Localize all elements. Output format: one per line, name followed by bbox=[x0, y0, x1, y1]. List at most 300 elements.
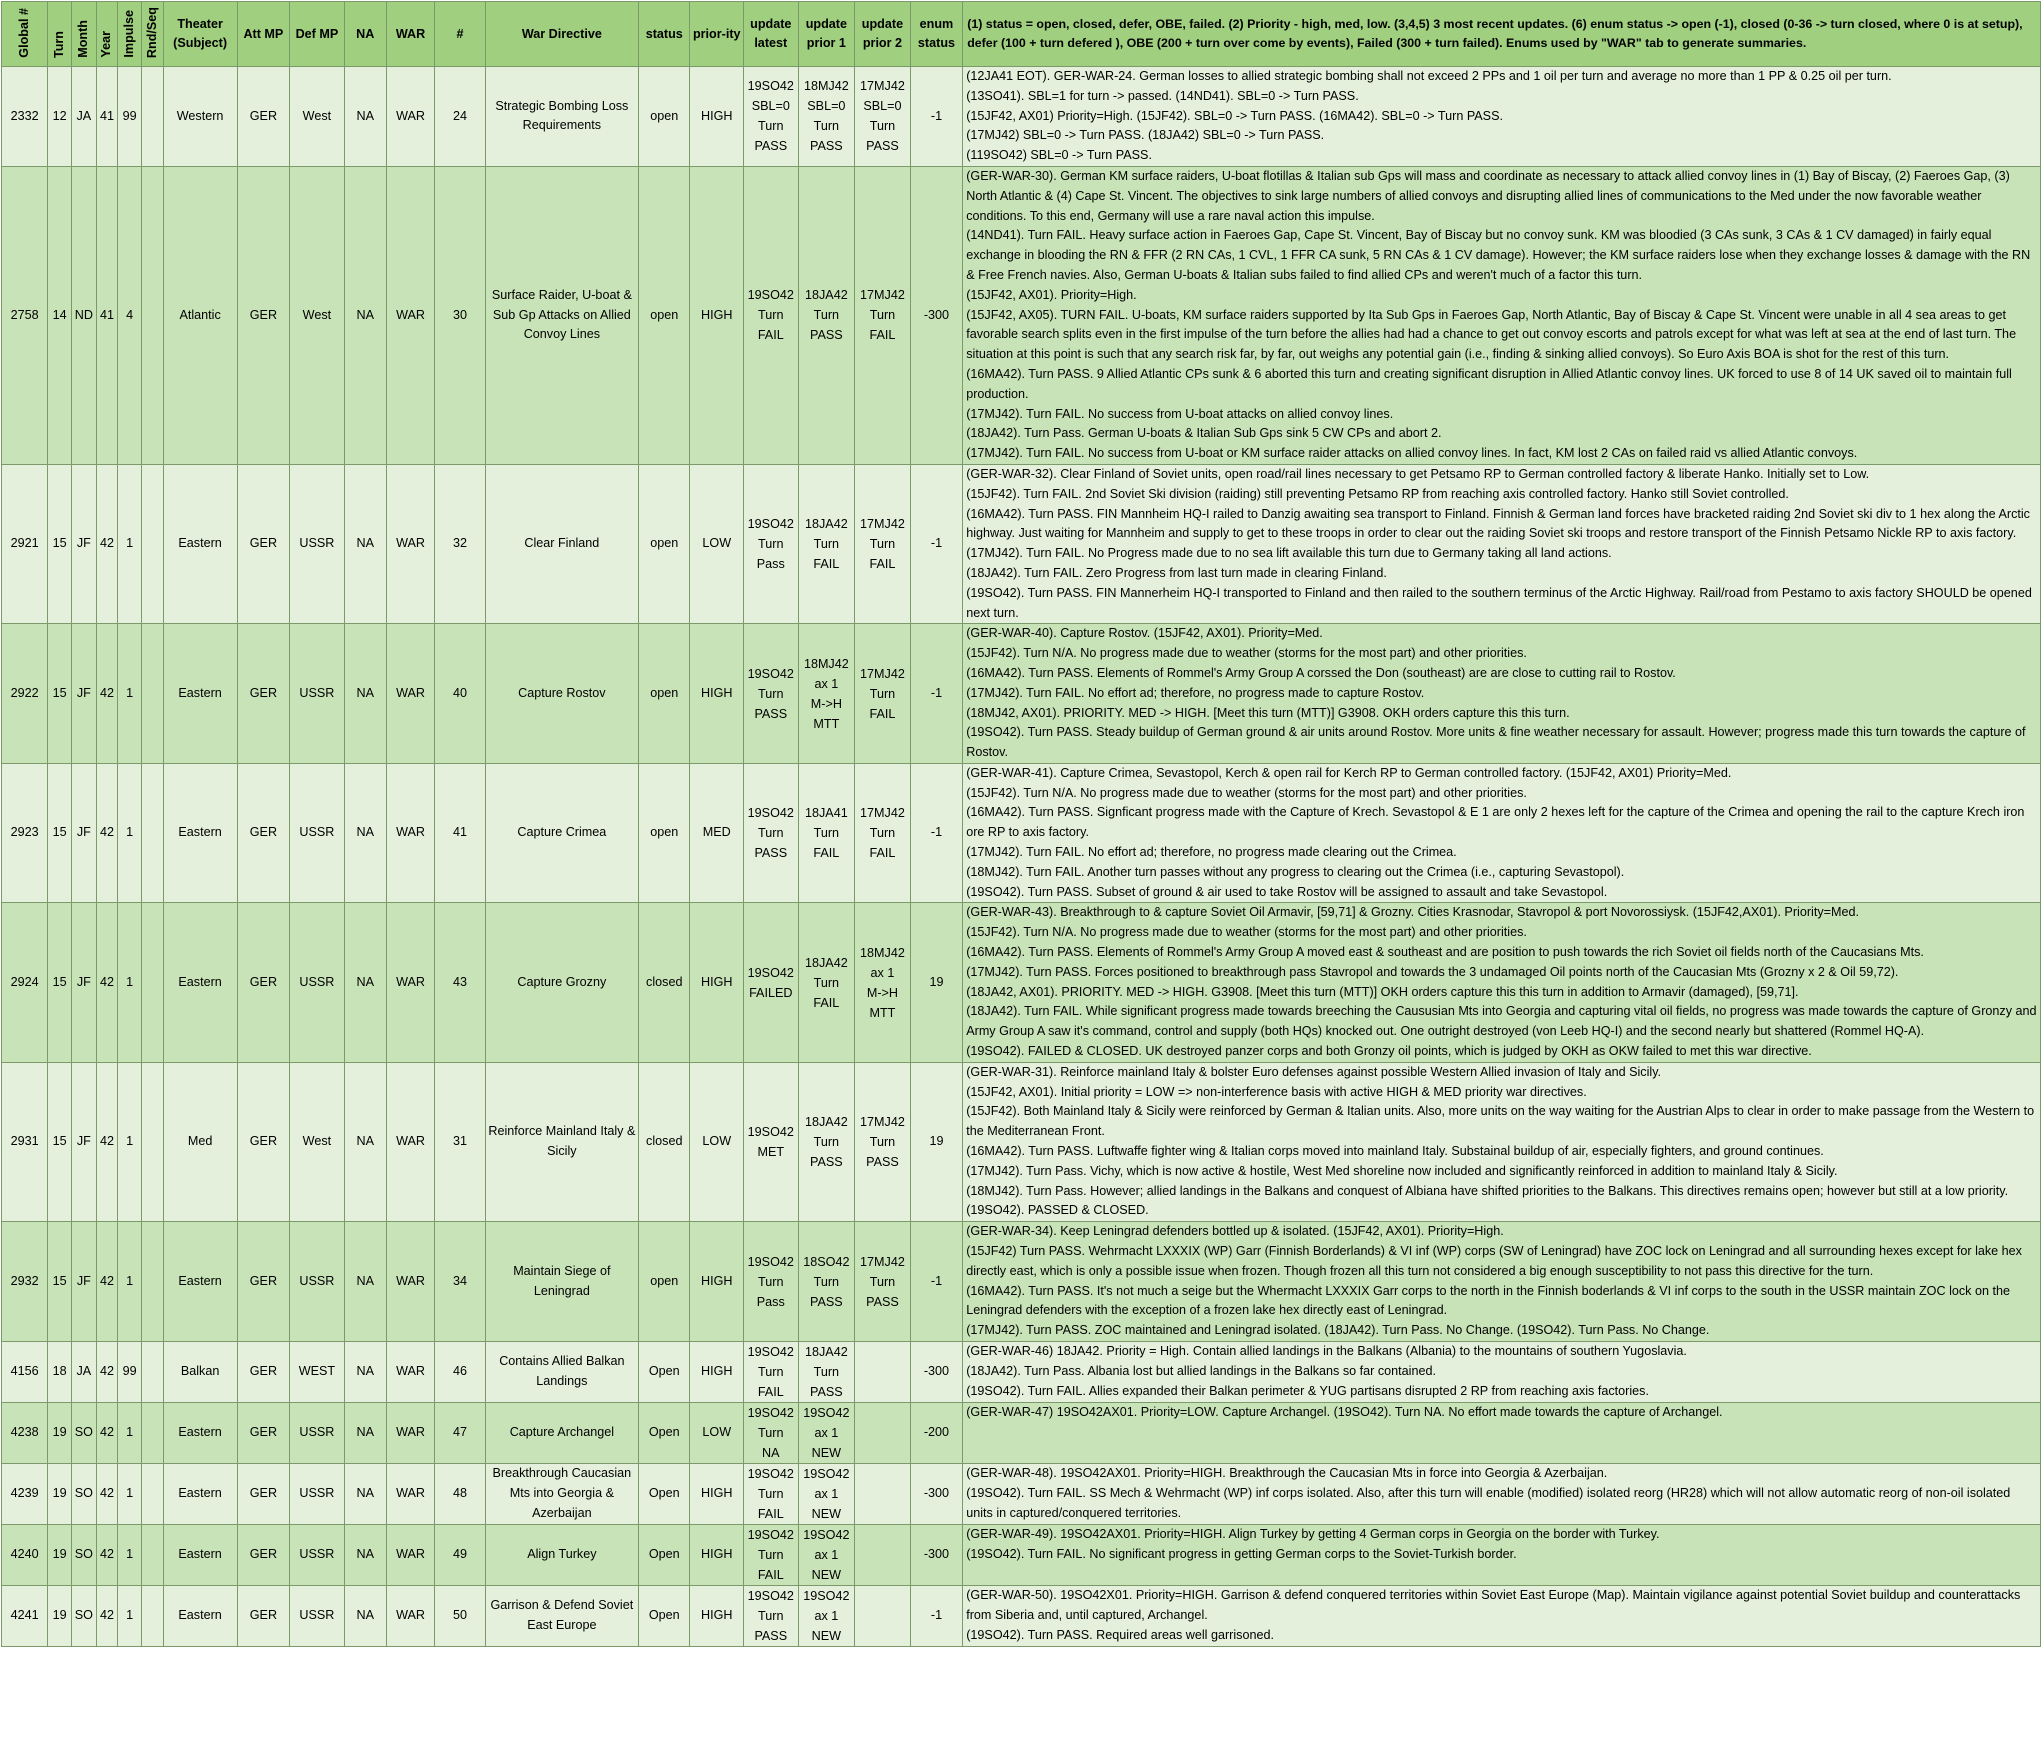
cell-status[interactable]: open bbox=[639, 464, 690, 623]
cell-war[interactable]: WAR bbox=[386, 464, 434, 623]
cell-priority[interactable]: HIGH bbox=[690, 1222, 744, 1342]
cell-update-prior-2[interactable] bbox=[855, 1586, 911, 1647]
cell-number[interactable]: 46 bbox=[435, 1342, 485, 1403]
cell-war[interactable]: WAR bbox=[386, 1586, 434, 1647]
cell-update-latest[interactable] bbox=[744, 464, 799, 623]
cell-turn[interactable]: 15 bbox=[48, 464, 72, 623]
cell-notes[interactable] bbox=[963, 903, 2041, 1062]
cell-impulse[interactable]: 1 bbox=[118, 1525, 142, 1586]
cell-impulse[interactable]: 1 bbox=[118, 1464, 142, 1525]
cell-theater[interactable]: Eastern bbox=[163, 1464, 237, 1525]
cell-na[interactable]: NA bbox=[344, 1403, 386, 1464]
cell-war-directive[interactable]: Strategic Bombing Loss Requirements bbox=[485, 67, 638, 167]
cell-notes[interactable] bbox=[963, 464, 2041, 623]
table-row[interactable] bbox=[2, 1464, 2041, 1525]
update-line: Turn bbox=[813, 826, 840, 841]
cell-year[interactable]: 42 bbox=[96, 1222, 118, 1342]
cell-na[interactable]: NA bbox=[344, 1342, 386, 1403]
table-row[interactable] bbox=[2, 1062, 2041, 1221]
table-row[interactable] bbox=[2, 464, 2041, 623]
col-header-number[interactable]: # bbox=[435, 2, 485, 67]
cell-theater[interactable]: Eastern bbox=[163, 624, 237, 764]
cell-turn[interactable]: 15 bbox=[48, 763, 72, 903]
cell-priority[interactable]: HIGH bbox=[690, 1586, 744, 1647]
cell-war[interactable]: WAR bbox=[386, 1525, 434, 1586]
table-row[interactable] bbox=[2, 624, 2041, 764]
cell-month[interactable]: SO bbox=[71, 1464, 96, 1525]
cell-status[interactable]: Open bbox=[639, 1586, 690, 1647]
cell-na[interactable]: NA bbox=[344, 1222, 386, 1342]
cell-theater[interactable]: Eastern bbox=[163, 1222, 237, 1342]
cell-war-directive[interactable]: Contains Allied Balkan Landings bbox=[485, 1342, 638, 1403]
cell-war[interactable]: WAR bbox=[386, 903, 434, 1062]
cell-war[interactable]: WAR bbox=[386, 1342, 434, 1403]
col-header-def-mp[interactable]: Def MP bbox=[290, 2, 345, 67]
cell-update-prior-1[interactable] bbox=[798, 1222, 855, 1342]
col-header-year[interactable]: Year bbox=[96, 2, 118, 67]
cell-priority[interactable]: HIGH bbox=[690, 1342, 744, 1403]
cell-number[interactable]: 49 bbox=[435, 1525, 485, 1586]
cell-update-prior-1[interactable] bbox=[798, 763, 855, 903]
cell-notes[interactable] bbox=[963, 67, 2041, 167]
cell-att-mp[interactable]: GER bbox=[237, 464, 289, 623]
cell-update-latest[interactable] bbox=[744, 624, 799, 764]
cell-def-mp[interactable]: USSR bbox=[290, 763, 345, 903]
cell-priority[interactable]: HIGH bbox=[690, 1525, 744, 1586]
cell-month[interactable]: JF bbox=[71, 903, 96, 1062]
update-line: 18JA42 bbox=[804, 288, 848, 303]
cell-month[interactable]: SO bbox=[71, 1525, 96, 1586]
cell-priority[interactable]: HIGH bbox=[690, 624, 744, 764]
cell-status[interactable]: open bbox=[639, 166, 690, 464]
cell-notes[interactable] bbox=[963, 1464, 2041, 1525]
cell-year[interactable]: 42 bbox=[96, 464, 118, 623]
cell-global[interactable]: 4156 bbox=[2, 1342, 48, 1403]
cell-update-latest[interactable] bbox=[744, 903, 799, 1062]
cell-impulse[interactable]: 1 bbox=[118, 624, 142, 764]
cell-notes[interactable] bbox=[963, 763, 2041, 903]
cell-def-mp[interactable]: West bbox=[290, 67, 345, 167]
cell-status[interactable]: Open bbox=[639, 1525, 690, 1586]
cell-war[interactable]: WAR bbox=[386, 763, 434, 903]
cell-notes[interactable] bbox=[963, 1586, 2041, 1647]
cell-war-directive[interactable]: Capture Archangel bbox=[485, 1403, 638, 1464]
cell-month[interactable]: SO bbox=[71, 1403, 96, 1464]
col-header-na[interactable]: NA bbox=[344, 2, 386, 67]
cell-update-prior-2[interactable] bbox=[855, 1062, 911, 1221]
cell-year[interactable]: 42 bbox=[96, 1525, 118, 1586]
col-header-theater[interactable]: Theater (Subject) bbox=[163, 2, 237, 67]
cell-update-latest[interactable] bbox=[744, 1403, 799, 1464]
cell-att-mp[interactable]: GER bbox=[237, 1403, 289, 1464]
cell-global[interactable]: 4241 bbox=[2, 1586, 48, 1647]
cell-year[interactable]: 42 bbox=[96, 1403, 118, 1464]
cell-number[interactable]: 40 bbox=[435, 624, 485, 764]
cell-enum-status[interactable]: -1 bbox=[910, 1586, 962, 1647]
cell-enum-status[interactable]: -1 bbox=[910, 763, 962, 903]
cell-impulse[interactable]: 1 bbox=[118, 1403, 142, 1464]
cell-enum-status[interactable]: -300 bbox=[910, 1464, 962, 1525]
cell-number[interactable]: 41 bbox=[435, 763, 485, 903]
cell-notes[interactable] bbox=[963, 1403, 2041, 1464]
cell-theater[interactable]: Med bbox=[163, 1062, 237, 1221]
cell-war-directive[interactable]: Maintain Siege of Leningrad bbox=[485, 1222, 638, 1342]
cell-theater[interactable]: Atlantic bbox=[163, 166, 237, 464]
cell-att-mp[interactable]: GER bbox=[237, 1586, 289, 1647]
cell-na[interactable]: NA bbox=[344, 903, 386, 1062]
cell-update-prior-2[interactable] bbox=[855, 1464, 911, 1525]
cell-year[interactable]: 42 bbox=[96, 1464, 118, 1525]
cell-turn[interactable]: 15 bbox=[48, 903, 72, 1062]
cell-priority[interactable]: MED bbox=[690, 763, 744, 903]
cell-enum-status[interactable]: -300 bbox=[910, 1342, 962, 1403]
cell-update-prior-1[interactable] bbox=[798, 1062, 855, 1221]
cell-war-directive[interactable]: Breakthrough Caucasian Mts into Georgia & Azerbaijan bbox=[485, 1464, 638, 1525]
cell-att-mp[interactable]: GER bbox=[237, 166, 289, 464]
cell-theater[interactable]: Eastern bbox=[163, 903, 237, 1062]
cell-update-prior-1[interactable] bbox=[798, 1586, 855, 1647]
cell-turn[interactable]: 19 bbox=[48, 1403, 72, 1464]
cell-update-prior-1[interactable] bbox=[798, 67, 855, 167]
cell-update-prior-2[interactable] bbox=[855, 67, 911, 167]
cell-na[interactable]: NA bbox=[344, 624, 386, 764]
cell-notes[interactable] bbox=[963, 624, 2041, 764]
table-row[interactable] bbox=[2, 1525, 2041, 1586]
cell-rnd-seq[interactable] bbox=[141, 624, 163, 764]
cell-notes[interactable] bbox=[963, 1525, 2041, 1586]
cell-update-prior-1[interactable] bbox=[798, 1525, 855, 1586]
cell-def-mp[interactable]: USSR bbox=[290, 1586, 345, 1647]
cell-update-prior-1[interactable] bbox=[798, 903, 855, 1062]
cell-year[interactable]: 42 bbox=[96, 1586, 118, 1647]
cell-att-mp[interactable]: GER bbox=[237, 1464, 289, 1525]
cell-war-directive[interactable]: Reinforce Mainland Italy & Sicily bbox=[485, 1062, 638, 1221]
cell-att-mp[interactable]: GER bbox=[237, 903, 289, 1062]
col-header-status[interactable]: status bbox=[639, 2, 690, 67]
cell-month[interactable]: JF bbox=[71, 1062, 96, 1221]
cell-priority[interactable]: HIGH bbox=[690, 903, 744, 1062]
cell-number[interactable]: 43 bbox=[435, 903, 485, 1062]
cell-turn[interactable]: 18 bbox=[48, 1342, 72, 1403]
cell-rnd-seq[interactable] bbox=[141, 1464, 163, 1525]
cell-global[interactable]: 4238 bbox=[2, 1403, 48, 1464]
cell-enum-status[interactable]: -300 bbox=[910, 1525, 962, 1586]
cell-def-mp[interactable]: USSR bbox=[290, 464, 345, 623]
cell-turn[interactable]: 19 bbox=[48, 1464, 72, 1525]
cell-month[interactable]: SO bbox=[71, 1586, 96, 1647]
col-header-war[interactable]: WAR bbox=[386, 2, 434, 67]
table-row[interactable] bbox=[2, 1342, 2041, 1403]
cell-priority[interactable]: HIGH bbox=[690, 1464, 744, 1525]
cell-update-prior-2[interactable] bbox=[855, 1342, 911, 1403]
cell-att-mp[interactable]: GER bbox=[237, 1062, 289, 1221]
cell-war[interactable]: WAR bbox=[386, 624, 434, 764]
cell-rnd-seq[interactable] bbox=[141, 464, 163, 623]
cell-war-directive[interactable]: Capture Crimea bbox=[485, 763, 638, 903]
update-line: NEW bbox=[811, 1568, 842, 1582]
col-header-legend[interactable]: (1) status = open, closed, defer, OBE, failed. (2) Priority - high, med, low. (3,4,5) 3 most recent updates. (6) enum status -> open (-1), closed (0-36 -> turn closed, where 0 is at setup), defer (100 + turn defered ), OBE (200 + turn over come by events), Failed (300 + turn failed). Enums used by "WAR" tab to generate summaries. bbox=[963, 2, 2041, 67]
cell-war[interactable]: WAR bbox=[386, 1222, 434, 1342]
cell-war-directive[interactable]: Capture Rostov bbox=[485, 624, 638, 764]
cell-priority[interactable]: LOW bbox=[690, 1403, 744, 1464]
cell-theater[interactable]: Western bbox=[163, 67, 237, 167]
cell-year[interactable]: 42 bbox=[96, 624, 118, 764]
cell-war[interactable]: WAR bbox=[386, 1464, 434, 1525]
col-header-enum-status[interactable]: enum status bbox=[910, 2, 962, 67]
cell-turn[interactable]: 15 bbox=[48, 1062, 72, 1221]
update-line: 19SO42 bbox=[747, 1467, 794, 1481]
cell-update-prior-2[interactable] bbox=[855, 903, 911, 1062]
cell-update-latest[interactable] bbox=[744, 1222, 799, 1342]
cell-update-prior-2[interactable] bbox=[855, 1222, 911, 1342]
cell-status[interactable]: Open bbox=[639, 1464, 690, 1525]
table-row[interactable] bbox=[2, 763, 2041, 903]
cell-att-mp[interactable]: GER bbox=[237, 763, 289, 903]
cell-war[interactable]: WAR bbox=[386, 1403, 434, 1464]
cell-enum-status[interactable]: -1 bbox=[910, 1222, 962, 1342]
cell-war[interactable]: WAR bbox=[386, 166, 434, 464]
cell-update-prior-1[interactable] bbox=[798, 166, 855, 464]
table-row[interactable] bbox=[2, 67, 2041, 167]
cell-impulse[interactable]: 4 bbox=[118, 166, 142, 464]
cell-global[interactable]: 4239 bbox=[2, 1464, 48, 1525]
cell-theater[interactable]: Eastern bbox=[163, 763, 237, 903]
cell-year[interactable]: 41 bbox=[96, 67, 118, 167]
cell-global[interactable]: 2921 bbox=[2, 464, 48, 623]
cell-theater[interactable]: Eastern bbox=[163, 1403, 237, 1464]
cell-global[interactable]: 2923 bbox=[2, 763, 48, 903]
cell-number[interactable]: 32 bbox=[435, 464, 485, 623]
cell-priority[interactable]: HIGH bbox=[690, 166, 744, 464]
col-header-update-prior-1[interactable]: update prior 1 bbox=[798, 2, 855, 67]
cell-status[interactable]: closed bbox=[639, 1062, 690, 1221]
cell-turn[interactable]: 19 bbox=[48, 1525, 72, 1586]
cell-number[interactable]: 30 bbox=[435, 166, 485, 464]
cell-enum-status[interactable]: 19 bbox=[910, 903, 962, 1062]
cell-impulse[interactable]: 1 bbox=[118, 464, 142, 623]
cell-theater[interactable]: Eastern bbox=[163, 1586, 237, 1647]
cell-update-prior-2[interactable] bbox=[855, 464, 911, 623]
cell-update-prior-2[interactable] bbox=[855, 763, 911, 903]
cell-update-prior-1[interactable] bbox=[798, 1464, 855, 1525]
note-line: (16MA42). Turn PASS. Luftwaffe fighter wing & Italian corps moved into mainland Italy. Substainal buildup of air, especially fighters, and ground continues. bbox=[966, 1144, 1824, 1159]
cell-update-prior-2[interactable] bbox=[855, 1403, 911, 1464]
col-header-turn[interactable]: Turn bbox=[48, 2, 72, 67]
cell-rnd-seq[interactable] bbox=[141, 1342, 163, 1403]
cell-impulse[interactable]: 1 bbox=[118, 903, 142, 1062]
cell-att-mp[interactable]: GER bbox=[237, 1222, 289, 1342]
col-header-att-mp[interactable]: Att MP bbox=[237, 2, 289, 67]
cell-month[interactable]: JF bbox=[71, 624, 96, 764]
col-header-update-latest[interactable]: update latest bbox=[744, 2, 799, 67]
cell-year[interactable]: 42 bbox=[96, 1062, 118, 1221]
cell-theater[interactable]: Eastern bbox=[163, 1525, 237, 1586]
cell-number[interactable]: 50 bbox=[435, 1586, 485, 1647]
cell-update-prior-2[interactable] bbox=[855, 624, 911, 764]
table-row[interactable] bbox=[2, 1586, 2041, 1647]
cell-theater[interactable]: Balkan bbox=[163, 1342, 237, 1403]
cell-impulse[interactable]: 1 bbox=[118, 763, 142, 903]
cell-war-directive[interactable]: Surface Raider, U-boat & Sub Gp Attacks on Allied Convoy Lines bbox=[485, 166, 638, 464]
cell-update-latest[interactable] bbox=[744, 1525, 799, 1586]
col-header-priority[interactable]: prior-ity bbox=[690, 2, 744, 67]
note-line: (18MJ42). Turn FAIL. Another turn passes without any progress to clearing out the Crimea (i.e., capturing Sevastopol). bbox=[966, 864, 1625, 879]
cell-impulse[interactable]: 1 bbox=[118, 1062, 142, 1221]
cell-month[interactable]: JA bbox=[71, 67, 96, 167]
cell-att-mp[interactable]: GER bbox=[237, 624, 289, 764]
cell-month[interactable]: JF bbox=[71, 1222, 96, 1342]
cell-update-prior-1[interactable] bbox=[798, 1403, 855, 1464]
cell-impulse[interactable]: 1 bbox=[118, 1586, 142, 1647]
col-header-global[interactable]: Global # bbox=[2, 2, 48, 67]
cell-number[interactable]: 47 bbox=[435, 1403, 485, 1464]
cell-rnd-seq[interactable] bbox=[141, 1403, 163, 1464]
cell-def-mp[interactable]: USSR bbox=[290, 1525, 345, 1586]
cell-rnd-seq[interactable] bbox=[141, 166, 163, 464]
cell-global[interactable]: 2332 bbox=[2, 67, 48, 167]
cell-update-latest[interactable] bbox=[744, 166, 799, 464]
cell-war[interactable]: WAR bbox=[386, 1062, 434, 1221]
cell-number[interactable]: 31 bbox=[435, 1062, 485, 1221]
cell-number[interactable]: 48 bbox=[435, 1464, 485, 1525]
cell-status[interactable]: Open bbox=[639, 1403, 690, 1464]
cell-enum-status[interactable]: -1 bbox=[910, 624, 962, 764]
cell-number[interactable]: 24 bbox=[435, 67, 485, 167]
cell-status[interactable]: open bbox=[639, 763, 690, 903]
cell-war-directive[interactable]: Garrison & Defend Soviet East Europe bbox=[485, 1586, 638, 1647]
cell-global[interactable]: 2931 bbox=[2, 1062, 48, 1221]
cell-def-mp[interactable]: USSR bbox=[290, 624, 345, 764]
cell-rnd-seq[interactable] bbox=[141, 1586, 163, 1647]
cell-priority[interactable]: LOW bbox=[690, 464, 744, 623]
cell-impulse[interactable]: 1 bbox=[118, 1222, 142, 1342]
table-row[interactable] bbox=[2, 1222, 2041, 1342]
table-row[interactable] bbox=[2, 903, 2041, 1062]
cell-def-mp[interactable]: USSR bbox=[290, 903, 345, 1062]
col-header-update-prior-2[interactable]: update prior 2 bbox=[855, 2, 911, 67]
cell-def-mp[interactable]: USSR bbox=[290, 1403, 345, 1464]
cell-global[interactable]: 2922 bbox=[2, 624, 48, 764]
cell-na[interactable]: NA bbox=[344, 67, 386, 167]
cell-rnd-seq[interactable] bbox=[141, 763, 163, 903]
cell-update-latest[interactable] bbox=[744, 1342, 799, 1403]
cell-priority[interactable]: LOW bbox=[690, 1062, 744, 1221]
cell-notes[interactable] bbox=[963, 1342, 2041, 1403]
cell-enum-status[interactable]: -200 bbox=[910, 1403, 962, 1464]
cell-notes[interactable] bbox=[963, 1062, 2041, 1221]
cell-year[interactable]: 42 bbox=[96, 1342, 118, 1403]
cell-rnd-seq[interactable] bbox=[141, 1222, 163, 1342]
cell-year[interactable]: 42 bbox=[96, 903, 118, 1062]
cell-year[interactable]: 41 bbox=[96, 166, 118, 464]
cell-war-directive[interactable]: Capture Grozny bbox=[485, 903, 638, 1062]
cell-update-prior-1[interactable] bbox=[798, 624, 855, 764]
cell-turn[interactable]: 14 bbox=[48, 166, 72, 464]
cell-status[interactable]: open bbox=[639, 67, 690, 167]
cell-month[interactable]: JA bbox=[71, 1342, 96, 1403]
cell-enum-status[interactable]: -1 bbox=[910, 67, 962, 167]
cell-month[interactable]: ND bbox=[71, 166, 96, 464]
cell-def-mp[interactable]: WEST bbox=[290, 1342, 345, 1403]
cell-def-mp[interactable]: USSR bbox=[290, 1464, 345, 1525]
cell-att-mp[interactable]: GER bbox=[237, 1525, 289, 1586]
update-line: 18JA42 bbox=[804, 1345, 848, 1359]
cell-update-prior-1[interactable] bbox=[798, 1342, 855, 1403]
cell-update-prior-2[interactable] bbox=[855, 166, 911, 464]
cell-rnd-seq[interactable] bbox=[141, 67, 163, 167]
cell-na[interactable]: NA bbox=[344, 1464, 386, 1525]
cell-na[interactable]: NA bbox=[344, 1525, 386, 1586]
cell-turn[interactable]: 15 bbox=[48, 1222, 72, 1342]
cell-update-latest[interactable] bbox=[744, 1464, 799, 1525]
cell-status[interactable]: open bbox=[639, 624, 690, 764]
cell-global[interactable]: 4240 bbox=[2, 1525, 48, 1586]
cell-na[interactable]: NA bbox=[344, 1062, 386, 1221]
cell-number[interactable]: 34 bbox=[435, 1222, 485, 1342]
cell-turn[interactable]: 19 bbox=[48, 1586, 72, 1647]
cell-update-latest[interactable] bbox=[744, 67, 799, 167]
cell-year[interactable]: 42 bbox=[96, 763, 118, 903]
cell-turn[interactable]: 15 bbox=[48, 624, 72, 764]
cell-update-latest[interactable] bbox=[744, 763, 799, 903]
col-header-impulse[interactable]: Impulse bbox=[118, 2, 142, 67]
cell-rnd-seq[interactable] bbox=[141, 1062, 163, 1221]
cell-na[interactable]: NA bbox=[344, 166, 386, 464]
cell-month[interactable]: JF bbox=[71, 763, 96, 903]
cell-status[interactable]: Open bbox=[639, 1342, 690, 1403]
cell-turn[interactable]: 12 bbox=[48, 67, 72, 167]
cell-global[interactable]: 2758 bbox=[2, 166, 48, 464]
cell-att-mp[interactable]: GER bbox=[237, 1342, 289, 1403]
cell-month[interactable]: JF bbox=[71, 464, 96, 623]
cell-enum-status[interactable]: -1 bbox=[910, 464, 962, 623]
cell-impulse[interactable]: 99 bbox=[118, 67, 142, 167]
cell-na[interactable]: NA bbox=[344, 763, 386, 903]
cell-global[interactable]: 2932 bbox=[2, 1222, 48, 1342]
cell-enum-status[interactable]: 19 bbox=[910, 1062, 962, 1221]
table-row[interactable] bbox=[2, 166, 2041, 464]
cell-status[interactable]: closed bbox=[639, 903, 690, 1062]
cell-update-latest[interactable] bbox=[744, 1062, 799, 1221]
cell-def-mp[interactable]: West bbox=[290, 166, 345, 464]
table-row[interactable] bbox=[2, 1403, 2041, 1464]
cell-update-prior-1[interactable] bbox=[798, 464, 855, 623]
col-header-rnd-seq[interactable]: Rnd/Seq bbox=[141, 2, 163, 67]
cell-update-prior-2[interactable] bbox=[855, 1525, 911, 1586]
cell-def-mp[interactable]: West bbox=[290, 1062, 345, 1221]
cell-notes[interactable] bbox=[963, 1222, 2041, 1342]
cell-na[interactable]: NA bbox=[344, 464, 386, 623]
cell-rnd-seq[interactable] bbox=[141, 1525, 163, 1586]
cell-war-directive[interactable]: Align Turkey bbox=[485, 1525, 638, 1586]
cell-rnd-seq[interactable] bbox=[141, 903, 163, 1062]
cell-status[interactable]: open bbox=[639, 1222, 690, 1342]
cell-att-mp[interactable]: GER bbox=[237, 67, 289, 167]
col-header-war-directive[interactable]: War Directive bbox=[485, 2, 638, 67]
cell-global[interactable]: 2924 bbox=[2, 903, 48, 1062]
cell-theater[interactable]: Eastern bbox=[163, 464, 237, 623]
cell-def-mp[interactable]: USSR bbox=[290, 1222, 345, 1342]
cell-war[interactable]: WAR bbox=[386, 67, 434, 167]
cell-na[interactable]: NA bbox=[344, 1586, 386, 1647]
cell-enum-status[interactable]: -300 bbox=[910, 166, 962, 464]
cell-war-directive[interactable]: Clear Finland bbox=[485, 464, 638, 623]
cell-impulse[interactable]: 99 bbox=[118, 1342, 142, 1403]
cell-priority[interactable]: HIGH bbox=[690, 67, 744, 167]
col-header-month[interactable]: Month bbox=[71, 2, 96, 67]
cell-notes[interactable] bbox=[963, 166, 2041, 464]
cell-update-latest[interactable] bbox=[744, 1586, 799, 1647]
